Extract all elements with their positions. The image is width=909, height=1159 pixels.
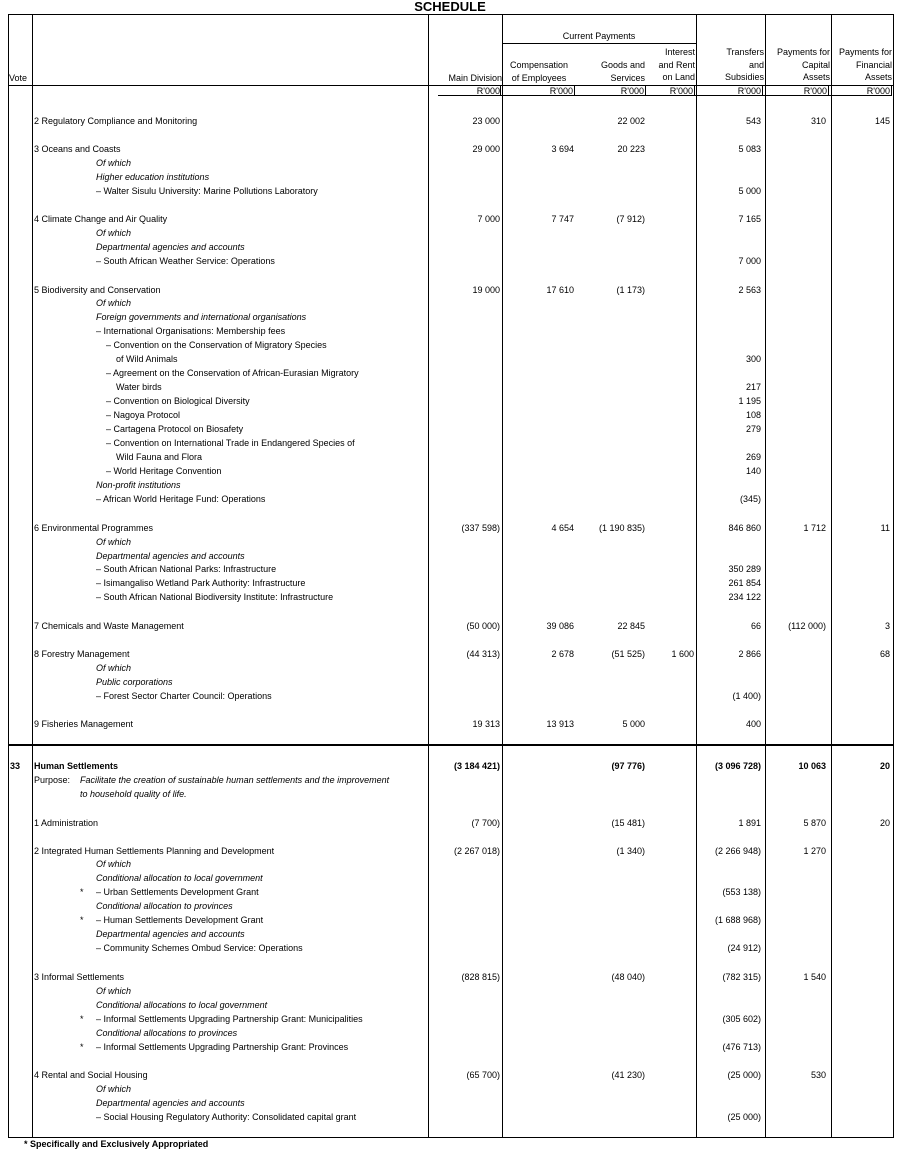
row-description: – Human Settlements Development Grant (96, 915, 264, 925)
cell-c3: (1 190 835) (598, 523, 645, 533)
unit-compensation: R'000 (549, 86, 573, 96)
row-description: Public corporations (96, 677, 173, 687)
page-title: SCHEDULE (414, 0, 486, 14)
vote-number: 33 (10, 761, 21, 771)
row-description: Non-profit institutions (96, 480, 181, 490)
row-description: – Nagoya Protocol (106, 410, 181, 420)
row-description: Departmental agencies and accounts (96, 242, 245, 252)
cell-c2: 13 913 (546, 719, 574, 729)
cell-c7: 11 (880, 523, 890, 533)
cell-c2: 39 086 (546, 621, 574, 631)
table-row (0, 284, 909, 297)
row-description: – Convention on Biological Diversity (106, 396, 250, 406)
table-row (0, 157, 909, 170)
table-row (0, 886, 909, 899)
row-description: Purpose: (34, 775, 71, 785)
table-row (0, 971, 909, 984)
cell-c1: 23 000 (472, 116, 500, 126)
cell-c4: 1 600 (671, 649, 694, 659)
row-description: – International Organisations: Membership fees (96, 326, 286, 336)
header-interest-rent: Interest and Rent on Land (658, 47, 695, 82)
row-description: Human Settlements (34, 761, 119, 771)
row-description-cont: Facilitate the creation of sustainable human settlements and the improvement (80, 775, 390, 785)
table-row (0, 718, 909, 731)
cell-c6: 530 (810, 1070, 826, 1080)
row-description: 2 Integrated Human Settlements Planning and Development (34, 846, 275, 856)
row-description: Conditional allocations to local government (96, 1000, 268, 1010)
cell-c5: 2 866 (738, 649, 761, 659)
cell-c3: (1 173) (616, 285, 645, 295)
cell-c5: 846 860 (728, 523, 761, 533)
row-description: Of which (96, 663, 132, 673)
table-row (0, 325, 909, 338)
table-row (0, 409, 909, 422)
cell-c7: 145 (874, 116, 890, 126)
table-row (0, 367, 909, 380)
cell-c6: 5 870 (803, 818, 826, 828)
row-description: 4 Rental and Social Housing (34, 1070, 148, 1080)
row-description: – Convention on International Trade in Endangered Species of (106, 438, 355, 448)
cell-c1: (828 815) (461, 972, 500, 982)
cell-c5: (25 000) (727, 1070, 761, 1080)
cell-c2: 7 747 (551, 214, 574, 224)
row-description: – Convention on the Conservation of Migratory Species (106, 340, 327, 350)
row-description: to household quality of life. (80, 789, 187, 799)
table-row (0, 465, 909, 478)
table-row (0, 115, 909, 128)
row-description: – Walter Sisulu University: Marine Pollutions Laboratory (96, 186, 318, 196)
cell-c1: (337 598) (461, 523, 500, 533)
cell-c5: (24 912) (727, 943, 761, 953)
row-description: Conditional allocation to local government (96, 873, 263, 883)
row-description: – Forest Sector Charter Council: Operations (96, 691, 272, 701)
cell-c5: 269 (745, 452, 761, 462)
cell-c5: 300 (745, 354, 761, 364)
row-description: 7 Chemicals and Waste Management (34, 621, 184, 631)
table-row (0, 227, 909, 240)
table-row (0, 845, 909, 858)
row-description: Of which (96, 298, 132, 308)
table-row (0, 550, 909, 563)
cell-c1: (3 184 421) (453, 761, 500, 771)
cell-c5: 140 (745, 466, 761, 476)
table-row (0, 900, 909, 913)
table-row (0, 662, 909, 675)
table-row (0, 985, 909, 998)
row-description: Of which (96, 859, 132, 869)
cell-c5: (2 266 948) (714, 846, 761, 856)
cell-c3: (51 525) (611, 649, 645, 659)
row-description: 1 Administration (34, 818, 99, 828)
cell-c7: 68 (879, 649, 890, 659)
row-description: Departmental agencies and accounts (96, 929, 245, 939)
table-row (0, 872, 909, 885)
table-row (0, 185, 909, 198)
cell-c1: 19 000 (472, 285, 500, 295)
cell-c5: (345) (739, 494, 761, 504)
cell-c5: (782 315) (722, 972, 761, 982)
table-row (0, 213, 909, 226)
row-description: 3 Oceans and Coasts (34, 144, 121, 154)
cell-c5: 350 289 (728, 564, 761, 574)
row-description: 3 Informal Settlements (34, 972, 125, 982)
cell-c5: (305 602) (722, 1014, 761, 1024)
row-description: – Social Housing Regulatory Authority: Consolidated capital grant (96, 1112, 357, 1122)
row-description: 2 Regulatory Compliance and Monitoring (34, 116, 198, 126)
footnote: * Specifically and Exclusively Appropriated (24, 1139, 209, 1149)
unit-financial: R'000 (866, 86, 890, 96)
cell-c5: 66 (750, 621, 761, 631)
row-description: Water birds (116, 382, 162, 392)
table-row (0, 536, 909, 549)
cell-c5: 261 854 (728, 578, 761, 588)
unit-capital: R'000 (803, 86, 827, 96)
row-description: – Informal Settlements Upgrading Partnership Grant: Municipalities (96, 1014, 363, 1024)
row-description: Wild Fauna and Flora (116, 452, 203, 462)
table-row (0, 311, 909, 324)
cell-c2: 2 678 (551, 649, 574, 659)
header-financial-assets: Payments for Financial Assets (838, 47, 892, 82)
cell-c3: 22 845 (617, 621, 645, 631)
table-row (0, 591, 909, 604)
cell-c3: (15 481) (611, 818, 645, 828)
cell-c2: 17 610 (546, 285, 574, 295)
row-description: Conditional allocations to provinces (96, 1028, 238, 1038)
row-description: – Urban Settlements Development Grant (96, 887, 259, 897)
cell-c1: 7 000 (477, 214, 500, 224)
row-description: 9 Fisheries Management (34, 719, 134, 729)
table-row (0, 297, 909, 310)
cell-c5: 7 165 (738, 214, 761, 224)
row-description: Of which (96, 228, 132, 238)
appropriation-marker: * (80, 915, 84, 925)
table-row (0, 451, 909, 464)
unit-transfers: R'000 (737, 86, 761, 96)
row-description: 5 Biodiversity and Conservation (34, 285, 161, 295)
table-row (0, 1041, 909, 1054)
table-row (0, 577, 909, 590)
cell-c3: (97 776) (611, 761, 645, 771)
table-row (0, 255, 909, 268)
table-row (0, 1097, 909, 1110)
unit-goods: R'000 (620, 86, 644, 96)
table-row (0, 928, 909, 941)
table-row (0, 1013, 909, 1026)
table-row (0, 395, 909, 408)
cell-c3: (1 340) (616, 846, 645, 856)
row-description: – South African Weather Service: Operations (96, 256, 275, 266)
appropriation-marker: * (80, 1042, 84, 1052)
cell-c5: 217 (745, 382, 761, 392)
row-description: of Wild Animals (116, 354, 178, 364)
current-payments-underline (502, 43, 696, 44)
table-row (0, 381, 909, 394)
table-row (0, 620, 909, 633)
cell-c3: 5 000 (622, 719, 645, 729)
cell-c7: 20 (879, 761, 890, 771)
cell-c5: 108 (745, 410, 761, 420)
cell-c3: (48 040) (611, 972, 645, 982)
cell-c5: 2 563 (738, 285, 761, 295)
table-row (0, 423, 909, 436)
cell-c5: (476 713) (722, 1042, 761, 1052)
vote-separator (8, 744, 894, 746)
row-description: Of which (96, 537, 132, 547)
cell-c3: 22 002 (617, 116, 645, 126)
row-description: – Community Schemes Ombud Service: Operations (96, 943, 303, 953)
cell-c5: (25 000) (727, 1112, 761, 1122)
table-row (0, 563, 909, 576)
cell-c2: 4 654 (551, 523, 574, 533)
table-row (0, 858, 909, 871)
cell-c5: 7 000 (738, 256, 761, 266)
row-description: 4 Climate Change and Air Quality (34, 214, 168, 224)
cell-c6: 310 (810, 116, 826, 126)
table-row (0, 690, 909, 703)
row-description: – African World Heritage Fund: Operations (96, 494, 266, 504)
table-row (0, 817, 909, 830)
cell-c6: 1 712 (803, 523, 826, 533)
table-row (0, 437, 909, 450)
table-row (0, 1027, 909, 1040)
row-description: Conditional allocation to provinces (96, 901, 233, 911)
appropriation-marker: * (80, 1014, 84, 1024)
cell-c3: 20 223 (617, 144, 645, 154)
cell-c3: (7 912) (616, 214, 645, 224)
row-description: – Cartagena Protocol on Biosafety (106, 424, 244, 434)
cell-c5: 1 195 (738, 396, 761, 406)
table-row (0, 479, 909, 492)
cell-c6: 10 063 (798, 761, 826, 771)
row-description: Departmental agencies and accounts (96, 551, 245, 561)
header-main-division: Main Division (448, 73, 502, 83)
row-description: Of which (96, 158, 132, 168)
unit-main: R'000 (476, 86, 500, 96)
table-row (0, 143, 909, 156)
cell-c5: (3 096 728) (714, 761, 761, 771)
unit-interest: R'000 (669, 86, 693, 96)
row-description: – Isimangaliso Wetland Park Authority: Infrastructure (96, 578, 306, 588)
table-row (0, 522, 909, 535)
header-goods-services: Goods and Services (600, 60, 645, 83)
cell-c5: 400 (745, 719, 761, 729)
cell-c1: (44 313) (466, 649, 500, 659)
cell-c3: (41 230) (611, 1070, 645, 1080)
cell-c1: (2 267 018) (453, 846, 500, 856)
table-row (0, 1111, 909, 1124)
row-description: Departmental agencies and accounts (96, 1098, 245, 1108)
cell-c5: 1 891 (738, 818, 761, 828)
cell-c5: (1 688 968) (714, 915, 761, 925)
row-description: – South African National Biodiversity Institute: Infrastructure (96, 592, 334, 602)
table-row (0, 1069, 909, 1082)
header-capital-assets: Payments for Capital Assets (776, 47, 830, 82)
cell-c1: (7 700) (471, 818, 500, 828)
header-transfers-subsidies: Transfers and Subsidies (724, 47, 764, 82)
cell-c5: 279 (745, 424, 761, 434)
cell-c7: 20 (879, 818, 890, 828)
cell-c7: 3 (884, 621, 890, 631)
cell-c2: 3 694 (551, 144, 574, 154)
table-row (0, 339, 909, 352)
row-description: – South African National Parks: Infrastructure (96, 564, 277, 574)
cell-c1: 19 313 (472, 719, 500, 729)
cell-c6: 1 270 (803, 846, 826, 856)
row-description: 6 Environmental Programmes (34, 523, 154, 533)
table-row (0, 171, 909, 184)
row-description: – World Heritage Convention (106, 466, 222, 476)
table-row (0, 914, 909, 927)
table-row (0, 648, 909, 661)
header-compensation: Compensation of Employees (509, 60, 569, 83)
table-row (0, 676, 909, 689)
table-row (0, 788, 909, 801)
row-description: – Agreement on the Conservation of African-Eurasian Migratory (106, 368, 359, 378)
table-row (0, 999, 909, 1012)
cell-c1: (50 000) (466, 621, 500, 631)
cell-c5: 5 083 (738, 144, 761, 154)
row-description: Higher education institutions (96, 172, 210, 182)
cell-c1: (65 700) (466, 1070, 500, 1080)
table-row (0, 942, 909, 955)
cell-c5: (553 138) (722, 887, 761, 897)
table-row (0, 353, 909, 366)
table-row (0, 241, 909, 254)
cell-c6: (112 000) (788, 621, 826, 631)
cell-c5: 543 (745, 116, 761, 126)
table-row (0, 774, 909, 787)
table-row (0, 493, 909, 506)
cell-c5: 5 000 (738, 186, 761, 196)
row-description: 8 Forestry Management (34, 649, 130, 659)
table-row (0, 760, 909, 773)
table-row (0, 1083, 909, 1096)
cell-c6: 1 540 (803, 972, 826, 982)
row-description: – Informal Settlements Upgrading Partnership Grant: Provinces (96, 1042, 349, 1052)
cell-c1: 29 000 (472, 144, 500, 154)
cell-c5: (1 400) (732, 691, 761, 701)
header-vote: Vote (9, 73, 28, 83)
row-description: Of which (96, 986, 132, 996)
cell-c5: 234 122 (728, 592, 761, 602)
row-description: Of which (96, 1084, 132, 1094)
header-current-payments: Current Payments (562, 31, 636, 41)
row-description: Foreign governments and international organisations (96, 312, 307, 322)
appropriation-marker: * (80, 887, 84, 897)
